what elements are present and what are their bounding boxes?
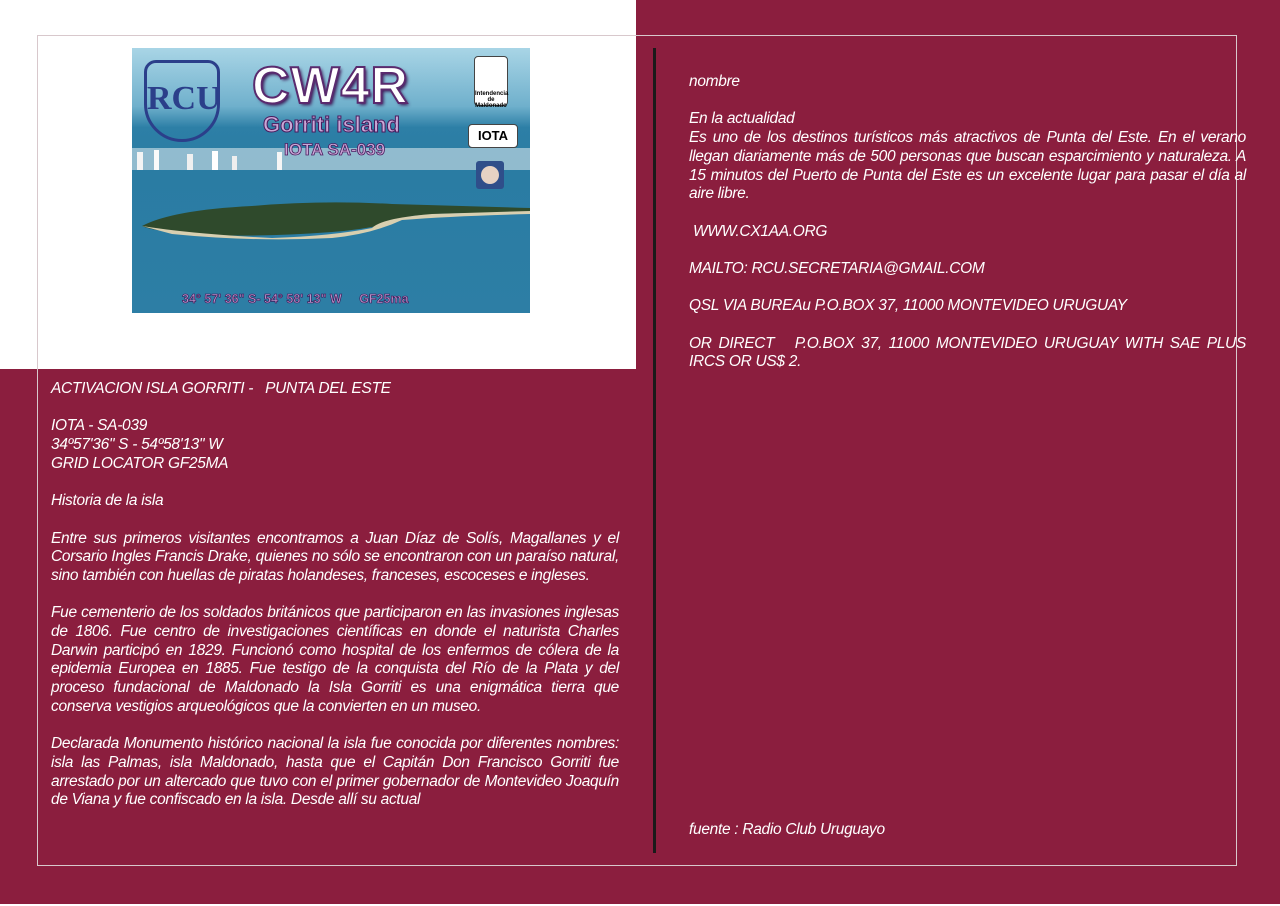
- history-paragraph-2: Fue cementerio de los soldados británicos que participaron en las invasiones inglesas de 1806. Fue centro de investigaciones científicas en donde el naturista Charles Darwin participó en 1829. Funcionó como hospital de los enfermos de cólera de la epidemia Europea en 1885. Fue testigo de la conquista del Río de la Plata y del proceso fundacional de Maldonado la Isla Gorriti es una enigmática tierra que conserva vestigios arqueológicos que la convierten en un museo.: [51, 604, 619, 715]
- history-heading: Historia de la isla: [51, 492, 164, 510]
- website-link[interactable]: WWW.CX1AA.ORG: [689, 222, 828, 240]
- history-paragraph-3: Declarada Monumento histórico nacional la isla fue conocida por diferentes nombres: isla las Palmas, isla Maldonado, hasta que el Capitán Don Francisco Gorriti fue arrestado por un altercado que tuvo con el primer gobernador de Montevideo Joaquín de Viana y fue confiscado en la isla. Desde allí su actual: [51, 735, 619, 809]
- column-divider: [653, 48, 656, 853]
- maldonado-badge: Intendencia de Maldonado: [474, 56, 508, 106]
- qsl-bureau: QSL VIA BUREAu P.O.BOX 37, 11000 MONTEVIDEO URUGUAY: [689, 297, 1127, 315]
- source-credit: fuente : Radio Club Uruguayo: [689, 821, 885, 838]
- club-emblem-icon: [476, 161, 504, 189]
- card-iota: IOTA SA-039: [284, 140, 386, 159]
- coordinates: 34º57'36" S - 54º58'13" W: [51, 436, 223, 454]
- iota-ref: IOTA - SA-039: [51, 417, 148, 435]
- activation-title: ACTIVACION ISLA GORRITI - PUNTA DEL ESTE: [51, 380, 391, 397]
- card-subtitle: Gorriti island: [263, 112, 400, 137]
- card-callsign: CW4R: [252, 57, 410, 115]
- continued-text: nombre: [689, 73, 740, 90]
- grid-locator: GRID LOCATOR GF25MA: [51, 454, 229, 472]
- rcu-logo: RCU: [144, 60, 220, 142]
- present-paragraph: Es uno de los destinos turísticos más atractivos de Punta del Este. En el verano llegan diariamente más de 500 personas que buscan esparcimiento y naturaleza. A 15 minutos del Puerto de Punta del Este es un excelente lugar para pasar el día al aire libre.: [689, 129, 1246, 203]
- right-column: [689, 73, 1251, 391]
- email-link[interactable]: MAILTO: RCU.SECRETARIA@GMAIL.COM: [689, 259, 985, 277]
- present-heading: En la actualidad: [689, 110, 795, 128]
- card-coordinates: 34° 57' 36" S- 54° 58' 13" W GF25ma: [182, 292, 409, 306]
- qsl-direct: OR DIRECT P.O.BOX 37, 11000 MONTEVIDEO URUGUAY WITH SAE PLUS IRCS OR US$ 2.: [689, 334, 1251, 371]
- left-column: [51, 380, 619, 829]
- history-paragraph-1: Entre sus primeros visitantes encontramos a Juan Díaz de Solís, Magallanes y el Corsario Ingles Francis Drake, quienes no sólo se encontraron con un paraíso natural, sino también con huellas de piratas holandeses, franceses, escoceses e ingleses.: [51, 529, 619, 584]
- iota-badge: IOTA: [468, 124, 518, 148]
- qsl-card-image: [132, 48, 530, 313]
